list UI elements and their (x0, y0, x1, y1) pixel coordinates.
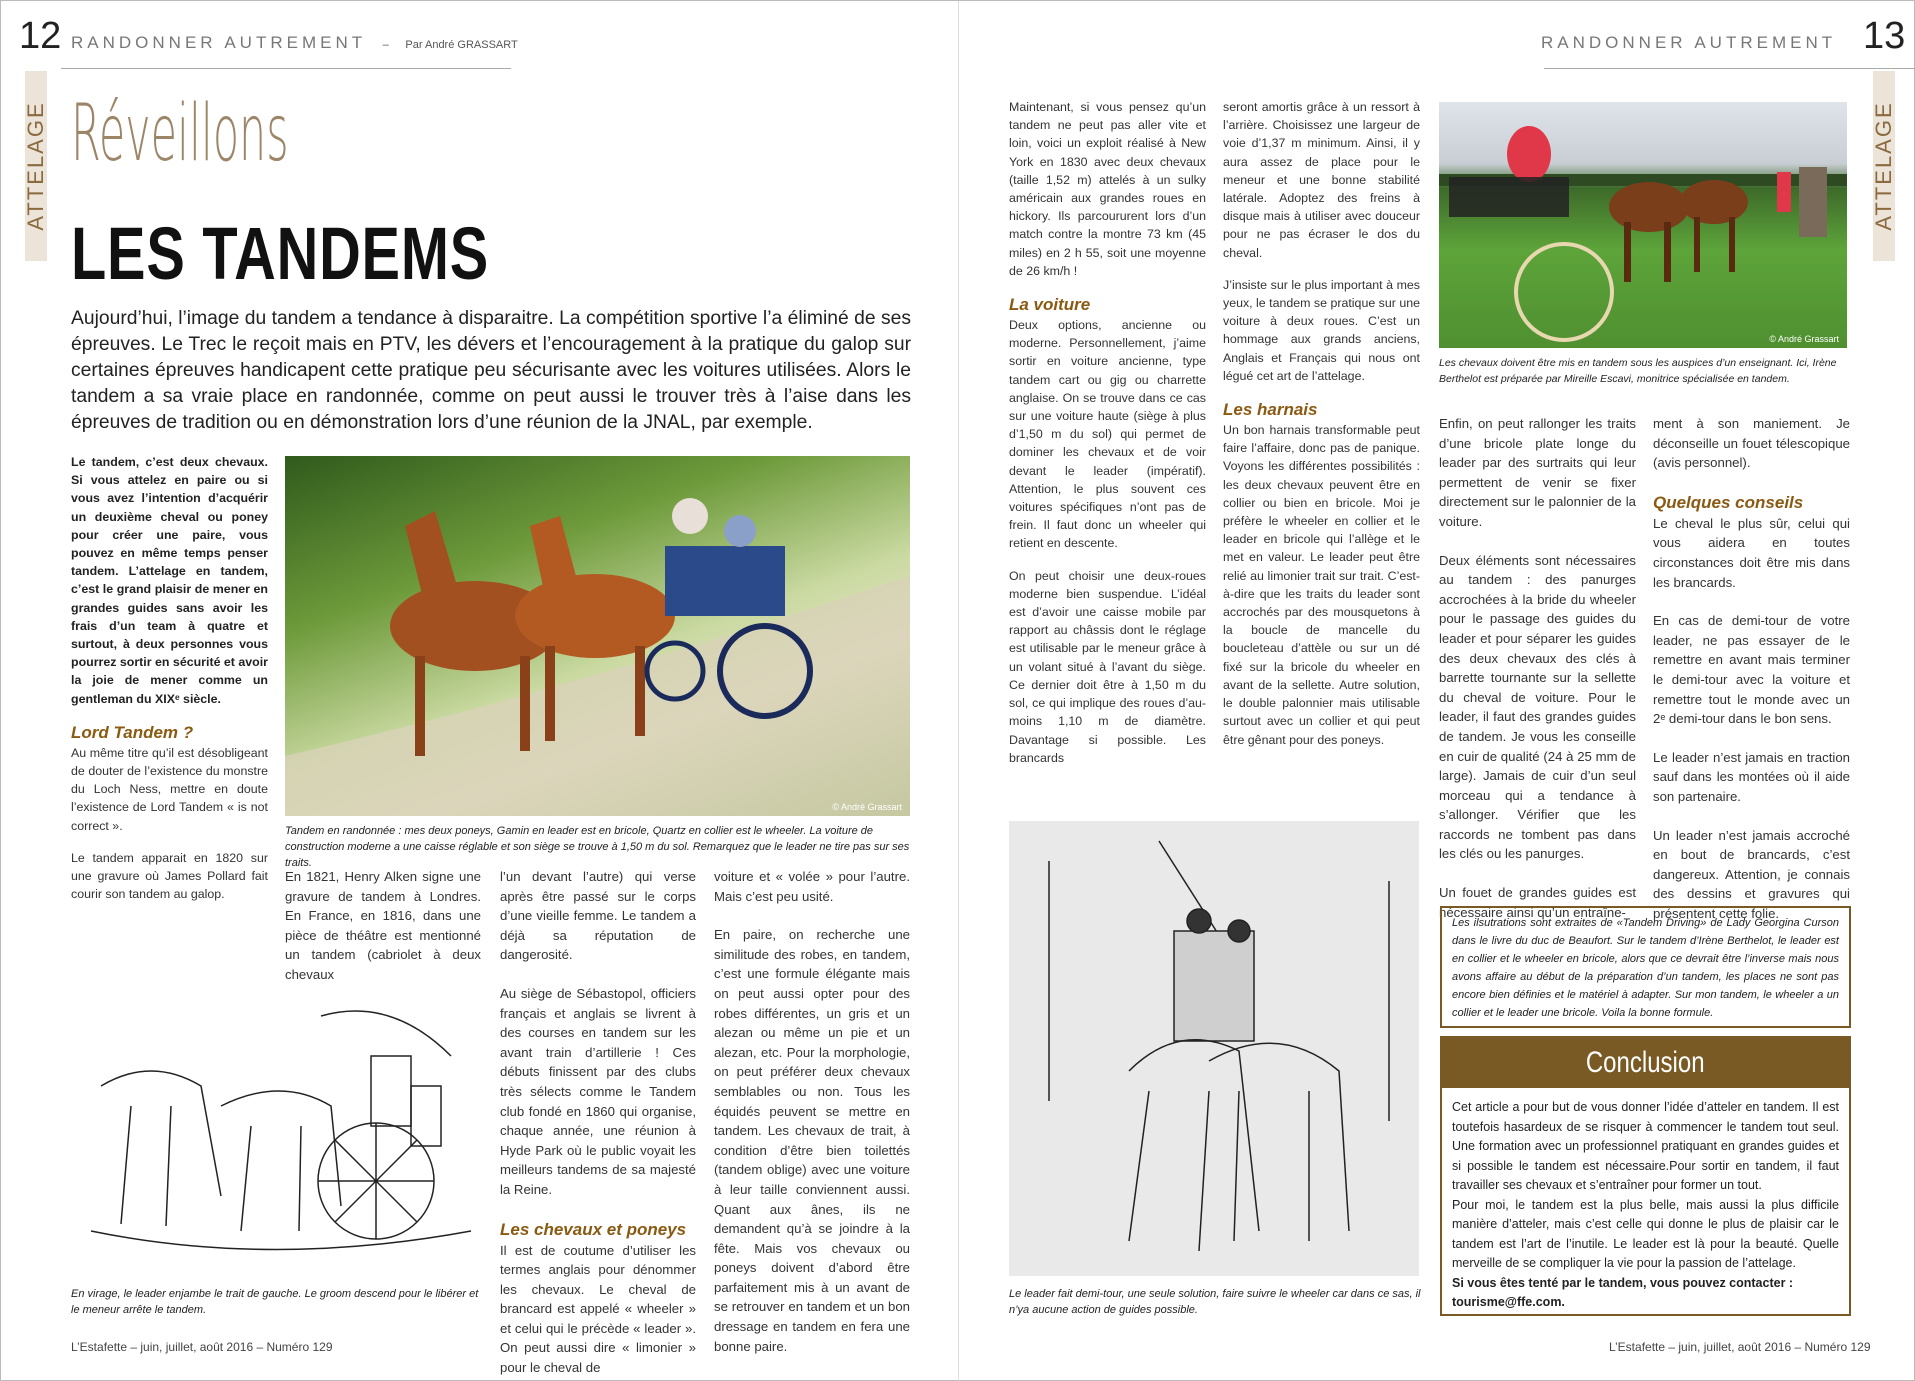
photo-tandem-forest (285, 456, 910, 816)
byline-dash: – (382, 39, 389, 51)
photo-caption-main: Tandem en randonnée : mes deux poneys, Gamin en leader est en bricole, Quartz en collier est le wheeler. La voiture de construction moderne a une caisse réglable et son siège se trouve à 1,50 m du sol. Remarquez que le leader ne tire pas sur ses traits. (285, 825, 910, 869)
engraving-tandem-turn (71, 996, 481, 1276)
engraving-caption-right: Le leader fait demi-tour, une seule solution, faire suivre le wheeler car dans ce sas, il n’ya aucune action de guides possible. (1009, 1288, 1421, 1316)
right-column-4 (1653, 414, 1850, 923)
section-tab-right (1873, 71, 1895, 261)
paragraph: Un bon harnais transformable peut faire l’affaire, donc pas de panique. Voyons les différentes possibilités : les deux chevaux peuvent être en collier ou bien en bricole. Moi je préfère le wheeler en collier et le leader en bricole qui l’allège et le met en valeur. Le leader peut être relié au limonier trait sur trait. C’est-à-dire que les traits du leader sont accrochés par des mousquetons à la boucle de mancelle du boucleteau d’attèle ou sur un dé fixé sur la bricole du wheeler en avant de la sellette. Autre solution, le double palonnier mais utilisable surtout avec un collier et qui peut être gênant pour des poneys. (1223, 423, 1420, 747)
paragraph: En 1821, Henry Alken signe une gravure de tandem à Londres. En France, en 1816, dans une pièce de théâtre est mentionné un tandem (cabriolet à deux chevaux (285, 869, 481, 982)
section-tab-left (25, 71, 47, 261)
lead-paragraph: Le tandem, c’est deux chevaux. Si vous attelez en paire ou si vous avez l’intention d’acquérir un deuxième cheval ou poney pour créer une paire, vous pouvez en même temps penser tandem. L’attelage en tandem, c’est le grand plaisir de mener en grandes guides sans avoir les frais d’un team à quatre et surtout, à deux personnes vous pourrez sortir en sécurité et avoir la joie de mener comme un gentleman du XIXᵉ siècle. (71, 455, 268, 706)
left-column-3 (500, 867, 696, 1378)
paragraph: On peut choisir une deux-roues moderne bien suspendue. L’idéal est d’avoir une caisse mobile par rapport au châssis dont le réglage est utilisable par le meneur grâce à un volant situé à l’avant du siège. Ce dernier doit être à 1,50 m du sol, ce qui implique des roues d’au-moins 1,10 m de diamètre. Davantage si possible. Les brancards (1009, 568, 1206, 765)
left-column-4 (714, 867, 910, 1375)
engraving-gentlemen-tandem (1009, 821, 1419, 1276)
paragraph: ment à son maniement. Je déconseille un fouet télescopique (avis personnel). (1653, 416, 1850, 471)
paragraph: Cet article a pour but de vous donner l’idée d’atteler en tandem. Il est toutefois hasardeux de se risquer à commencer le tandem tout seul. Une formation avec un professionnel pratiquant en grandes guides et si possible le tandem est nécessaire.Pour sortir en tandem, il faut travailler ses chevaux et s’entraîner pour former un tout. (1452, 1100, 1839, 1192)
page-gutter (958, 1, 959, 1381)
paragraph: voiture et « volée » pour l’autre. Mais c’est peu usité. (714, 869, 910, 904)
right-column-2 (1223, 98, 1420, 749)
engraving-illustration (71, 996, 481, 1276)
photo-illustration (1439, 102, 1847, 348)
right-column-3 (1439, 414, 1636, 922)
subhead-chevaux-poneys: Les chevaux et poneys (500, 1219, 687, 1239)
illustration-note-box: Les ilsutrations sont extraites de «Tandem Driving» de Lady Georgina Curson dans le livre du duc de Beaufort. Sur le tandem d’Irène Berthelot, le leader est en collier et le wheeler en bricole, alors que ce devrait être l’inverse mais nous avons affaire au début de la préparation d’un tandem, les places ne sont pas encore bien définies et le matériel à adapter. Sur mon tandem, le wheeler a un collier et le leader une bricole. Voila la bonne formule. (1440, 906, 1851, 1028)
paragraph: Au même titre qu’il est désobligeant de douter de l’existence du monstre du Loch Ness, mettre en doute l’existence de Lord Tandem « is not correct ». (71, 745, 268, 833)
paragraph: Le cheval le plus sûr, celui qui vous aidera en toutes circonstances doit être mis dans les brancards. (1653, 515, 1850, 590)
paragraph: Deux éléments sont nécessaires au tandem : des panurges accrochées à la bride du wheeler pour le passage des guides du leader et pour séparer les guides des deux chevaux des clés à barrette tournante sur la sellette du cheval de voiture. Pour le leader, il faut des grandes guides de tandem. Je vous les conseille en cuir de qualité (24 à 25 mm de large). Jamais de cuir d’un seul morceau qui a tendance à s’allonger. Vérifier que les raccords ne tombent pas dans les clés ou les panurges. (1439, 552, 1636, 862)
paragraph: seront amortis grâce à un ressort à l’arrière. Choisissez une largeur de voie d’1,37 m minimum. Ainsi, il y aura assez de place pour le meneur et une bonne stabilité latérale. Adoptez des freins à disque mais à utiliser avec douceur pour ne pas écraser le dos du cheval. (1223, 100, 1420, 260)
paragraph: Il est de coutume d’utiliser les termes anglais pour dénommer les chevaux. Le cheval de brancard est appelé « wheeler » et celui qui le précède « leader ». On peut aussi dire « limonier » pour le cheval de (500, 1242, 696, 1376)
header-rule-right (1544, 68, 1915, 69)
paragraph: Maintenant, si vous pensez qu’un tandem ne peut pas aller vite et loin, voici un exploit réalisé à New York en 1830 avec deux chevaux (taille 1,52 m) attelés à un sulky américain aux grandes roues en hickory. Ils parcoururent lors d’un match contre la montre 73 km (45 miles) en 2 h 55, soit une moyenne de 26 km/h ! (1009, 100, 1206, 278)
conclusion-heading (1442, 1038, 1849, 1088)
running-head-left (71, 33, 518, 53)
article-title: LES TANDEMS (71, 212, 489, 295)
footer-right: L’Estafette – juin, juillet, août 2016 – Numéro 129 (1609, 1340, 1871, 1354)
conclusion-body (1442, 1088, 1849, 1323)
subhead-la-voiture: La voiture (1009, 295, 1091, 315)
paragraph: Un leader n’est jamais accroché en bout de brancards, c’est dangereux. Attention, je connais des dessins et gravures qui présentent cette folie. (1653, 827, 1850, 921)
paragraph: En paire, on recherche une similitude des robes, en tandem, c’est une formule élégante mais on peut aussi opter pour des robes différentes, un gris et un alezan ou même un pie et un alezan, etc. Pour la morphologie, on peut préférer deux chevaux semblables ou non. Tous les équidés peuvent se mettre en tandem. Les chevaux de trait, à condition d’être bien toilettés (tandem oblige) avec une voiture à leur taille conviennent aussi. Quant aux ânes, ils ne demandent qu’à se joindre à la fête. Mais vos chevaux ou poneys doivent d’abord être parfaitement mis à un avant de se retrouver en tandem et un bon dressage en tandem en fera une bonne paire. (714, 927, 910, 1354)
section-tab-label: ATTELAGE (1871, 101, 1896, 231)
subhead-lord-tandem: Lord Tandem ? (71, 722, 194, 742)
running-head-right: RANDONNER AUTREMENT (1541, 33, 1837, 52)
left-column-2 (285, 867, 481, 1004)
running-head-text: RANDONNER AUTREMENT (71, 33, 366, 52)
byline: Par André GRASSART (405, 39, 518, 51)
article-intro: Aujourd’hui, l’image du tandem a tendance à disparaitre. La compétition sportive l’a éliminé de ses épreuves. Le Trec le reçoit mais en PTV, les dévers et l’encouragement à la pratique du galop sur certaines épreuves handicapent cette pratique peu sécurisante avec les voitures utilisées. Alors le tandem a sa vraie place en randonnée, comme on peut aussi le trouver très à l’aise dans les épreuves de tradition ou en démonstration lors d’une réunion de la JNAL, par exemple. (71, 308, 911, 433)
paragraph: J’insiste sur le plus important à mes yeux, le tandem se pratique sur une voiture à deux roues. C’est un hommage aux grands anciens, Anglais et Français qui nous ont légué cet art de l’attelage. (1223, 277, 1420, 383)
conclusion-heading-text: Conclusion (1586, 1046, 1705, 1079)
photo-tandem-field (1439, 102, 1847, 348)
conclusion-box (1440, 1036, 1851, 1316)
paragraph: Enfin, on peut rallonger les traits d’une bricole plate longe du leader par des surtraits qui leur permettent de venir se fixer directement sur le palonnier de la voiture. (1439, 416, 1636, 529)
photo-credit: © André Grassart (832, 802, 902, 812)
page-number-right: 13 (1863, 15, 1906, 57)
contact-email-link[interactable]: tourisme@ffe.com. (1452, 1295, 1565, 1309)
paragraph: En cas de demi-tour de votre leader, ne pas essayer de le remettre en avant mais terminer le demi-tour avec la voiture et remettre tout le monde avec un 2ᵉ demi-tour dans le bon sens. (1653, 613, 1850, 727)
left-column-1 (71, 453, 268, 903)
paragraph: Le leader n’est jamais en traction sauf dans les montées où il aide son partenaire. (1653, 749, 1850, 804)
footer-left: L’Estafette – juin, juillet, août 2016 – Numéro 129 (71, 1340, 333, 1354)
contact-text: Si vous êtes tenté par le tandem, vous pouvez contacter : (1452, 1275, 1794, 1290)
paragraph: Au siège de Sébastopol, officiers français et anglais se livrent à des courses en tandem sur les avant train d’artillerie ! Ces débuts finissent par des clubs très sélects comme le Tandem club fondé en 1860 qui organise, chaque année, une réunion à Hyde Park où le public voyait les meilleurs tandems de sa majesté la Reine. (500, 985, 696, 1197)
paragraph: Un fouet de grandes guides est nécessaire ainsi qu’un entraîne- (1439, 885, 1636, 920)
paragraph: l’un devant l’autre) qui verse après être passé sur le corps d’une vieille femme. Le tandem a déjà sa réputation de dangerosité. (500, 869, 696, 963)
paragraph: Le tandem apparait en 1820 sur une gravure où James Pollard fait courir son tandem au galop. (71, 850, 268, 902)
photo-illustration (285, 456, 910, 816)
header-rule-left (61, 68, 511, 69)
engraving-caption-left: En virage, le leader enjambe le trait de gauche. Le groom descend pour le libérer et le meneur arrête le tandem. (71, 1288, 479, 1316)
paragraph: Pour moi, le tandem est la plus belle, mais aussi la plus difficile manière d’atteler, mais c’est celle qui donne le plus de plaisir car le tandem est l’art de l’inutile. Le leader est là pour la beauté. Quelle merveille de se compliquer la vie pour la passion de l’attelage. (1452, 1197, 1839, 1270)
article-kicker: Réveillons (71, 89, 289, 179)
subhead-les-harnais: Les harnais (1223, 400, 1318, 420)
photo-credit: © André Grassart (1769, 334, 1839, 344)
engraving-illustration (1009, 821, 1419, 1276)
subhead-quelques-conseils: Quelques conseils (1653, 492, 1804, 512)
right-column-1 (1009, 98, 1206, 767)
photo-caption-top: Les chevaux doivent être mis en tandem sous les auspices d’un enseignant. Ici, Irène Berthelot est préparée par Mireille Escavi, monitrice spécialisée en tandem. (1439, 357, 1837, 385)
paragraph: Deux options, ancienne ou moderne. Personnellement, j’aime sortir en voiture ancienne, type tandem cart ou gig ou charrette anglaise. On se trouve dans ce cas sur une voiture haute (siège à plus d’1,50 m du sol) qui permet de dominer les chevaux et de voir devant le leader (impératif). Attention, le plus souvent ces voitures spécifiques n’ont pas de frein. Il faut donc un wheeler qui retient en descente. (1009, 318, 1206, 551)
page-number-left: 12 (19, 15, 62, 57)
section-tab-label: ATTELAGE (23, 101, 48, 231)
